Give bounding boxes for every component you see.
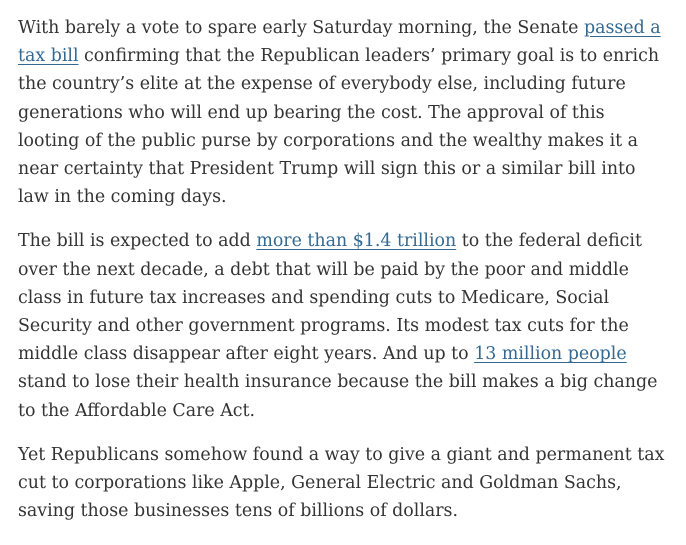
link-more-than-1-4-trillion[interactable]: more than $1.4 trillion [256,231,457,252]
paragraph-2-text-3: stand to lose their health insurance because the bill makes a big change to the Affordable Care Act. [18,372,658,421]
paragraph-3 [18,441,668,526]
paragraph-2 [18,227,668,424]
paragraph-2-text-1: The bill is expected to add [18,231,257,252]
paragraph-1 [18,14,668,211]
link-passed-a-tax-bill[interactable]: passed a tax bill [18,18,661,67]
paragraph-1-text-1: With barely a vote to spare early Saturday morning, the Senate [18,18,584,38]
paragraph-2-text-2: to the federal deficit over the next decade, a debt that will be paid by the poor and middle class in future tax increases and spending cuts to Medicare, Social Security and other government programs. Its modest tax cuts for the middle class disappear after eight years. And up to [18,231,642,365]
paragraph-1-text-2: confirming that the Republican leaders’ primary goal is to enrich the country’s elite at the expense of everybody else, including future generations who will end up bearing the cost. The approval of this looting of the public purse by corporations and the wealthy makes it a near certainty that President Trump will sign this or a similar bill into law in the coming days. [18,46,660,208]
paragraph-3-text-1: Yet Republicans somehow found a way to give a giant and permanent tax cut to corporations like Apple, General Electric and Goldman Sachs, saving those businesses tens of billions of dollars. [18,444,665,522]
link-13-million-people[interactable]: 13 million people [474,344,627,365]
